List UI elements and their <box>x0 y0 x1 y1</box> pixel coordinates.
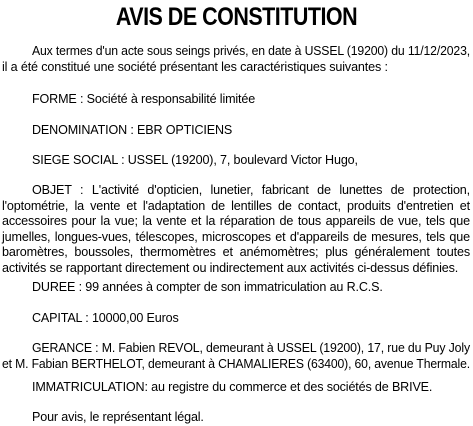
gerance-paragraph <box>2 341 470 372</box>
objet-line-4: jumelles, longues-vues, télescopes, microscopes et d'appareils de mesures, tels que <box>2 229 470 244</box>
immatriculation-line: IMMATRICULATION: au registre du commerce et des sociétés de BRIVE. <box>32 380 433 394</box>
gerance-line-1: GERANCE : M. Fabien REVOL, demeurant à USSEL (19200), 17, rue du Puy Joly <box>32 341 470 355</box>
capital-line: CAPITAL : 10000,00 Euros <box>32 311 179 325</box>
objet-line-6: activités se rapportant directement ou indirectement aux activités ci-dessus définies. <box>2 260 459 275</box>
intro-line-2: il a été constitué une société présentant les caractéristiques suivantes : <box>2 59 388 74</box>
duree-line: DUREE : 99 années à compter de son immatriculation au R.C.S. <box>32 280 383 294</box>
gerance-line-2: et M. Fabian BERTHELOT, demeurant à CHAMALIERES (63400), 60, avenue Thermale. <box>2 356 470 371</box>
forme-line: FORME : Société à responsabilité limitée <box>32 92 256 106</box>
siege-social-line: SIEGE SOCIAL : USSEL (19200), 7, boulevard Victor Hugo, <box>32 153 358 167</box>
notice-title: AVIS DE CONSTITUTION <box>115 3 358 31</box>
denomination-line: DENOMINATION : EBR OPTICIENS <box>32 123 233 137</box>
objet-line-3: accessoires pour la vue; la vente et la réparation de tous appareils de vue, tels que <box>2 214 470 228</box>
objet-line-2: l'optométrie, la vente et l'adaptation de lentilles de contact, produits d'entretien et <box>2 198 470 213</box>
objet-paragraph <box>2 183 470 276</box>
objet-line-1: OBJET : L'activité d'opticien, lunetier, fabricant de lunettes de protection, <box>32 183 470 197</box>
intro-line-1: Aux termes d'un acte sous seings privés, en date à USSEL (19200) du 11/12/2023, <box>32 44 470 58</box>
objet-line-5: baromètres, boussoles, thermomètres et anémomètres; plus généralement toutes <box>2 245 470 259</box>
signature-line: Pour avis, le représentant légal. <box>32 410 204 424</box>
intro-paragraph <box>2 44 470 75</box>
